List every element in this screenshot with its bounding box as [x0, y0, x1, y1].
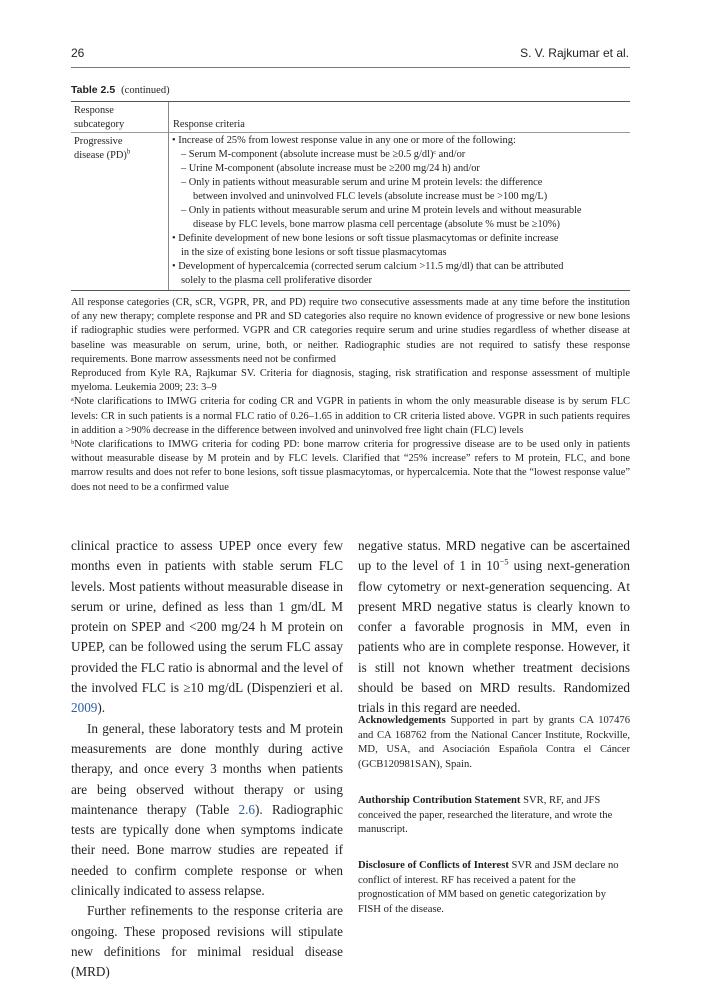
- table-link-2-6[interactable]: 2.6: [238, 801, 255, 817]
- acknowledgements: [358, 714, 630, 772]
- table-note: All response categories (CR, sCR, VGPR, PR, and PD) require two consecutive assessments made at any time before the institution of any new therapy; complete response and PR and SD categories also require no known evidence of progressive or new bone lesions if radiographic studies were performed. VGPR and CR categories require serum and urine studies regardless of whether disease at baseline was measurable on serum, urine, both, or neither. Radiographic studies are not required to satisfy these response requirements. Bone marrow assessments need not be confirmed: [71, 297, 630, 365]
- authorship-statement: [358, 794, 630, 838]
- criteria-line: between involved and uninvolved FLC levels (absolute increase must be >100 mg/L): [193, 191, 548, 202]
- col1-header: [74, 104, 164, 132]
- criteria-line: • Definite development of new bone lesions or soft tissue plasmacytomas or definite increase: [172, 233, 559, 244]
- table-caption: [71, 84, 170, 96]
- left-paragraph-1: [71, 536, 343, 719]
- criteria-line: disease by FLC levels, bone marrow plasma cell percentage (absolute % must be ≥10%): [193, 219, 560, 230]
- table-top-rule: [71, 101, 630, 102]
- left-p1-end: ).: [97, 700, 106, 716]
- page-number: 26: [71, 46, 85, 60]
- left-p2-end: ). Radiographic tests are typically done when symptoms indicate their need. Bone marrow studies are repeated if needed to confirm complete response or when clinically indicated to assess relapse.: [71, 801, 343, 899]
- table-note: ᵃNote clarifications to IMWG criteria for coding CR and VGPR in patients in whom the only measurable disease is by serum FLC levels: CR in such patients is a normal FLC ratio of 0.26–1.65 in addition to CR criteria listed above. VGPR in such patients requires in addition a >90% decrease in the difference between involved and uninvolved free light chain (FLC) levels: [71, 396, 630, 436]
- ack-text: Supported in part by grants CA 107476 and CA 168762 from the National Cancer Institute, Rockville, MD, USA, and Asociación Española Contra el Cáncer (GCB120981SAN), Spain.: [358, 715, 630, 770]
- left-p2-text: In general, these laboratory tests and M protein measurements are done monthly during active therapy, and once every 3 months when patients are being observed without therapy or using maintenance therapy (Table: [71, 720, 343, 817]
- auth-title: Authorship Contribution Statement: [358, 795, 521, 806]
- coi-text: SVR and JSM declare no conflict of interest. RF has received a patent for the prognostication of MM based on genetic categorization by FISH of the disease.: [358, 860, 619, 915]
- right-paragraph-1: [358, 536, 630, 719]
- table-column-divider: [168, 102, 169, 290]
- ack-title: Acknowledgements: [358, 715, 446, 726]
- row-label: [74, 135, 166, 163]
- table-bottom-rule: [71, 290, 630, 291]
- auth-text: SVR, RF, and JFS conceived the paper, researched the literature, and wrote the manuscript.: [358, 795, 613, 835]
- left-paragraph-3: Further refinements to the response criteria are ongoing. These proposed revisions will stipulate new definitions for minimal residual disease (MRD): [71, 903, 343, 980]
- col1-header-line2: subcategory: [74, 119, 125, 130]
- table-header-rule: [71, 132, 630, 133]
- right-p1-end: using next-generation flow cytometry or next-generation sequencing. At present MRD negative status is clearly known to confer a favorable prognosis in MM, even in patients who are in complete response. However, it is still not known whether treatment decisions should be based on MRD results. Randomized trials in this regard are needed.: [358, 558, 630, 716]
- row-label-line2: [74, 149, 166, 163]
- right-p1-sup: −5: [499, 556, 509, 567]
- row-label-line1: Progressive: [74, 136, 123, 147]
- table-note: Reproduced from Kyle RA, Rajkumar SV. Criteria for diagnosis, staging, risk stratification and response assessment of multiple myeloma. Leukemia 2009; 23: 3–9: [71, 368, 630, 394]
- right-p1-text: negative status. MRD negative can be ascertained up to the level of 1 in 10: [358, 538, 630, 574]
- row-label-sup: b: [126, 148, 131, 156]
- response-criteria-list: [172, 134, 630, 288]
- table-notes: [71, 296, 630, 495]
- table-caption-continued: (continued): [121, 85, 170, 96]
- col2-header: Response criteria: [173, 119, 245, 130]
- criteria-line: • Increase of 25% from lowest response value in any one or more of the following:: [172, 135, 516, 146]
- table-caption-label: Table 2.5: [71, 84, 116, 96]
- conflicts-disclosure: [358, 859, 630, 917]
- criteria-line: – Only in patients without measurable serum and urine M protein levels: the difference: [181, 177, 543, 188]
- col1-header-line1: Response: [74, 105, 114, 116]
- criteria-line: – Only in patients without measurable serum and urine M protein levels and without measurable: [181, 205, 582, 216]
- criteria-line: in the size of existing bone lesions or soft tissue plasmacytomas: [181, 247, 447, 258]
- left-paragraph-2: [71, 719, 343, 902]
- table-note: ᵇNote clarifications to IMWG criteria for coding PD: bone marrow criteria for progressive disease are to be used only in patients without measurable disease by M protein and by FLC levels. Clarified that “25% increase” refers to M protein, FLC, and bone marrow results and does not refer to bone lesions, soft tissue plasmacytomas, or hypercalcemia. Note that the “lowest response value” does not need to be a confirmed value: [71, 439, 630, 493]
- header-rule: [71, 67, 630, 68]
- criteria-line: • Development of hypercalcemia (corrected serum calcium >11.5 mg/dl) that can be attributed: [172, 261, 564, 272]
- right-column: [358, 536, 630, 719]
- criteria-line: – Urine M-component (absolute increase must be ≥200 mg/24 h) and/or: [181, 163, 480, 174]
- running-head: S. V. Rajkumar et al.: [520, 46, 629, 60]
- criteria-line: – Serum M-component (absolute increase must be ≥0.5 g/dl)ᶜ and/or: [181, 149, 466, 160]
- citation-link-2009[interactable]: 2009: [71, 700, 98, 716]
- criteria-line: solely to the plasma cell proliferative disorder: [181, 275, 373, 286]
- row-label-line2-text: disease (PD): [74, 150, 127, 161]
- coi-title: Disclosure of Conflicts of Interest: [358, 860, 509, 871]
- left-p1-text: clinical practice to assess UPEP once every few months even in patients with stable serum FLC levels. Most patients without measurable disease in serum or urine, defined as less than 1 gm/dL M protein on SPEP and <200 mg/24 h M protein on UPEP, can be followed using the serum FLC assay provided the FLC ratio is abnormal and the level of the involved FLC is ≥10 mg/dL (Dispenzieri et al.: [71, 538, 343, 696]
- left-column: [71, 536, 343, 983]
